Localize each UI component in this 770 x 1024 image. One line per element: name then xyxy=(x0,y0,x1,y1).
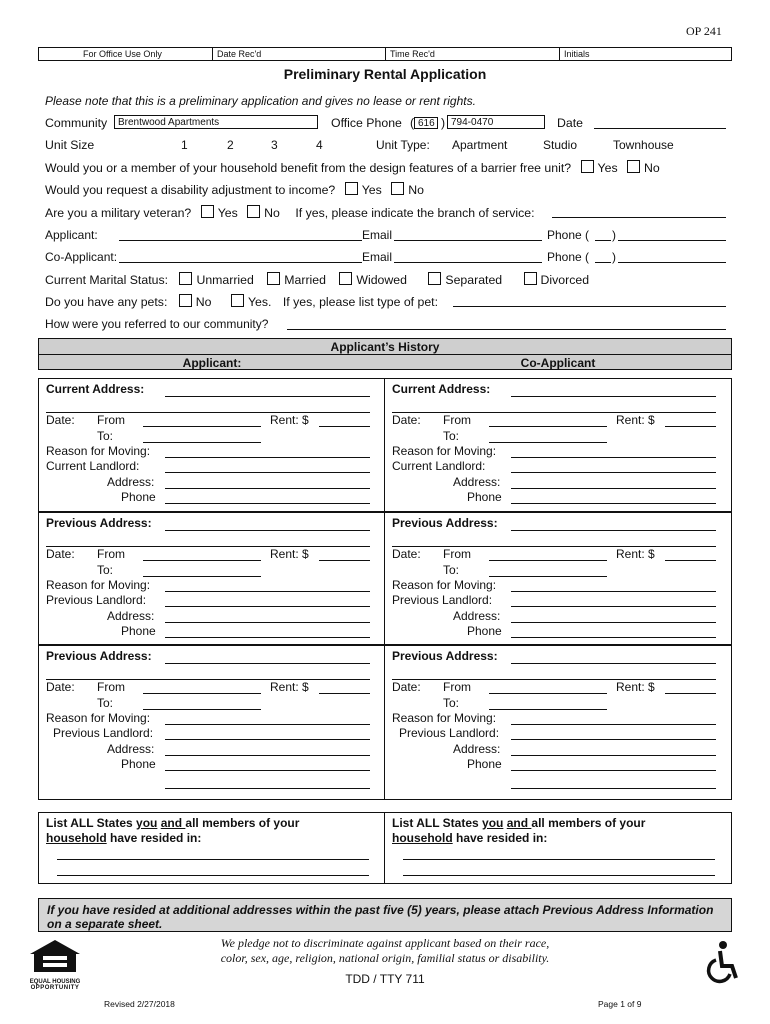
landlord-address-label: Address: xyxy=(107,475,155,489)
reason-field[interactable] xyxy=(165,457,370,458)
coapplicant-phone-area[interactable] xyxy=(595,262,611,263)
applicant-phone-area[interactable] xyxy=(595,240,611,241)
address-title: Previous Address: xyxy=(392,516,498,530)
landlord-address-field[interactable] xyxy=(165,488,370,489)
veteran-row xyxy=(45,205,535,220)
pets-type-field[interactable] xyxy=(453,306,726,307)
to-label: To: xyxy=(97,429,114,443)
community-label: Community xyxy=(45,116,108,130)
date-label: Date: xyxy=(392,547,421,561)
pets-no-label: No xyxy=(195,295,212,309)
unit-size-option-3[interactable]: 3 xyxy=(271,138,278,152)
states-rest: have resided in: xyxy=(106,831,202,845)
history-panel-applicant-2 xyxy=(38,512,385,645)
revised-date: Revised 2/27/2018 xyxy=(104,999,175,1009)
office-phone-label: Office Phone xyxy=(331,116,402,130)
to-label: To: xyxy=(97,696,114,710)
address-title: Previous Address: xyxy=(46,516,152,530)
states-field-applicant-1[interactable] xyxy=(57,859,369,860)
veteran-branch-label: If yes, please indicate the branch of service: xyxy=(295,206,535,220)
coapplicant-email-field[interactable] xyxy=(394,262,542,263)
applicant-email-label: Email xyxy=(362,228,393,242)
rent-label: Rent: $ xyxy=(270,680,309,694)
landlord-label: Current Landlord: xyxy=(392,459,486,473)
coapplicant-label: Co-Applicant: xyxy=(45,250,118,264)
rent-label: Rent: $ xyxy=(616,413,655,427)
landlord-phone-field[interactable] xyxy=(511,637,716,638)
states-box-coapplicant xyxy=(384,812,732,884)
rent-label: Rent: $ xyxy=(616,547,655,561)
landlord-phone-field[interactable] xyxy=(165,503,370,504)
landlord-phone-label: Phone xyxy=(467,757,502,771)
rent-field[interactable] xyxy=(319,560,370,561)
veteran-branch-field[interactable] xyxy=(552,217,726,218)
landlord-field[interactable] xyxy=(165,739,370,740)
barrier-free-yes-label: Yes xyxy=(597,161,618,175)
date-field[interactable] xyxy=(594,128,726,129)
reason-field[interactable] xyxy=(165,724,370,725)
from-field[interactable] xyxy=(143,693,261,694)
history-col-applicant: Applicant: xyxy=(182,356,242,370)
history-panel-coapplicant-3 xyxy=(384,645,732,800)
pets-list-label: If yes, please list type of pet: xyxy=(282,295,439,309)
pets-row xyxy=(45,294,438,309)
landlord-phone-field[interactable] xyxy=(165,637,370,638)
marital-divorced-label: Divorced xyxy=(540,273,590,287)
landlord-address-field[interactable] xyxy=(511,755,716,756)
eho-line-1: EQUAL HOUSING xyxy=(29,979,81,985)
pets-label: Do you have any pets: xyxy=(45,295,168,309)
landlord-address-field[interactable] xyxy=(511,622,716,623)
from-field[interactable] xyxy=(489,426,607,427)
address-field-2[interactable] xyxy=(46,546,370,547)
from-field[interactable] xyxy=(489,560,607,561)
date-recd-label: Date Rec'd xyxy=(212,48,377,60)
history-header xyxy=(38,338,732,370)
initials-label: Initials xyxy=(559,48,590,60)
landlord-address-label: Address: xyxy=(453,609,501,623)
office-phone-field[interactable] xyxy=(447,115,545,129)
to-field[interactable] xyxy=(489,442,607,443)
barrier-free-no-label: No xyxy=(644,161,660,175)
address-field[interactable] xyxy=(165,396,370,397)
veteran-yes-checkbox[interactable] xyxy=(201,205,214,218)
unit-size-option-2[interactable]: 2 xyxy=(227,138,234,152)
office-phone-area-code[interactable] xyxy=(414,117,438,129)
landlord-label: Current Landlord: xyxy=(46,459,140,473)
states-field-coapplicant-1[interactable] xyxy=(403,859,715,860)
extra-field[interactable] xyxy=(165,788,370,789)
landlord-phone-field[interactable] xyxy=(511,503,716,504)
unit-type-apartment[interactable]: Apartment xyxy=(452,138,508,152)
marital-separated-label: Separated xyxy=(445,273,503,287)
barrier-free-yes-checkbox[interactable] xyxy=(581,160,594,173)
rent-field[interactable] xyxy=(665,693,716,694)
unit-size-option-4[interactable]: 4 xyxy=(316,138,323,152)
coapplicant-phone-label: Phone ( xyxy=(547,250,590,264)
disability-no-label: No xyxy=(408,183,424,197)
tdd-line: TDD / TTY 711 xyxy=(345,972,425,986)
landlord-address-label: Address: xyxy=(453,742,501,756)
unit-size-label: Unit Size xyxy=(45,138,95,152)
address-field-2[interactable] xyxy=(46,679,370,680)
marital-widowed-checkbox[interactable] xyxy=(339,272,352,285)
to-label: To: xyxy=(443,429,460,443)
applicant-label: Applicant: xyxy=(45,228,98,242)
office-use-bar xyxy=(38,47,732,61)
address-field[interactable] xyxy=(511,663,716,664)
reason-label: Reason for Moving: xyxy=(46,711,151,725)
coapplicant-phone-paren: ) xyxy=(612,250,616,264)
disability-question: Would you request a disability adjustment to income? xyxy=(45,183,336,197)
reason-label: Reason for Moving: xyxy=(46,444,151,458)
states-box-applicant xyxy=(38,812,385,884)
from-field[interactable] xyxy=(143,426,261,427)
states-household: household xyxy=(392,831,453,845)
address-title: Previous Address: xyxy=(46,649,152,663)
landlord-address-label: Address: xyxy=(107,742,155,756)
office-use-label: For Office Use Only xyxy=(83,49,162,59)
landlord-label: Previous Landlord: xyxy=(53,726,154,740)
address-field-2[interactable] xyxy=(392,546,716,547)
states-you: you xyxy=(482,816,504,830)
preliminary-notice: Please note that this is a preliminary application and gives no lease or rent rights. xyxy=(45,94,476,108)
states-field-coapplicant-2[interactable] xyxy=(403,875,715,876)
barrier-free-question: Would you or a member of your household benefit from the design features of a barrier free unit? xyxy=(45,161,572,175)
address-field-2[interactable] xyxy=(392,412,716,413)
marital-widowed-label: Widowed xyxy=(356,273,407,287)
states-household: household xyxy=(46,831,107,845)
landlord-phone-label: Phone xyxy=(121,624,156,638)
history-title: Applicant’s History xyxy=(330,340,440,354)
landlord-address-label: Address: xyxy=(453,475,501,489)
landlord-phone-label: Phone xyxy=(121,490,156,504)
rent-field[interactable] xyxy=(665,426,716,427)
landlord-field[interactable] xyxy=(511,739,716,740)
applicant-email-field[interactable] xyxy=(394,240,542,241)
marital-separated-checkbox[interactable] xyxy=(428,272,441,285)
date-label: Date: xyxy=(46,413,75,427)
page-number: Page 1 of 9 xyxy=(598,999,642,1009)
veteran-no-checkbox[interactable] xyxy=(247,205,260,218)
history-col-coapplicant: Co-Applicant xyxy=(520,356,596,370)
pets-yes-checkbox[interactable] xyxy=(231,294,244,307)
reason-field[interactable] xyxy=(511,457,716,458)
landlord-address-field[interactable] xyxy=(165,755,370,756)
date-label: Date: xyxy=(392,680,421,694)
from-label: From xyxy=(443,547,471,561)
barrier-free-row xyxy=(45,160,660,175)
marital-divorced-checkbox[interactable] xyxy=(524,272,537,285)
marital-unmarried-label: Unmarried xyxy=(196,273,254,287)
unit-size-option-1[interactable]: 1 xyxy=(181,138,188,152)
rent-label: Rent: $ xyxy=(616,680,655,694)
states-text-coapplicant xyxy=(392,816,722,846)
from-label: From xyxy=(97,413,125,427)
landlord-phone-label: Phone xyxy=(121,757,156,771)
history-panel-applicant-1 xyxy=(38,378,385,512)
to-label: To: xyxy=(443,563,460,577)
from-field[interactable] xyxy=(143,560,261,561)
landlord-address-label: Address: xyxy=(107,609,155,623)
states-all: all members of your xyxy=(185,816,300,830)
address-title: Current Address: xyxy=(392,382,491,396)
to-field[interactable] xyxy=(143,442,261,443)
disability-row xyxy=(45,182,424,197)
to-field[interactable] xyxy=(489,576,607,577)
rent-field[interactable] xyxy=(319,426,370,427)
to-label: To: xyxy=(97,563,114,577)
reason-field[interactable] xyxy=(511,591,716,592)
marital-row xyxy=(45,272,589,287)
reason-field[interactable] xyxy=(165,591,370,592)
pets-no-checkbox[interactable] xyxy=(179,294,192,307)
rent-label: Rent: $ xyxy=(270,547,309,561)
reason-label: Reason for Moving: xyxy=(392,711,497,725)
marital-label: Current Marital Status: xyxy=(45,273,169,287)
landlord-label: Previous Landlord: xyxy=(46,593,147,607)
landlord-phone-label: Phone xyxy=(467,490,502,504)
address-title: Previous Address: xyxy=(392,649,498,663)
eho-line-2: OPPORTUNITY xyxy=(30,985,80,991)
referred-label: How were you referred to our community? xyxy=(45,317,269,331)
states-field-applicant-2[interactable] xyxy=(57,875,369,876)
office-phone-open-paren: ( xyxy=(410,116,415,130)
coapplicant-name-field[interactable] xyxy=(119,262,362,263)
to-field[interactable] xyxy=(143,709,261,710)
veteran-yes-label: Yes xyxy=(217,206,238,220)
unit-type-label: Unit Type: xyxy=(376,138,430,152)
from-label: From xyxy=(443,680,471,694)
address-field[interactable] xyxy=(165,530,370,531)
reason-label: Reason for Moving: xyxy=(392,578,497,592)
from-field[interactable] xyxy=(489,693,607,694)
office-phone-value: 794-0470 xyxy=(451,117,494,128)
referred-field[interactable] xyxy=(287,329,726,330)
landlord-address-field[interactable] xyxy=(165,622,370,623)
pledge-line-1: We pledge not to discriminate against applicant based on their race, xyxy=(220,936,550,950)
pledge-line-2: color, sex, age, religion, national origin, familial status or disability. xyxy=(220,951,550,965)
address-field[interactable] xyxy=(165,663,370,664)
disability-yes-checkbox[interactable] xyxy=(345,182,358,195)
extra-field[interactable] xyxy=(511,788,716,789)
page-title: Preliminary Rental Application xyxy=(283,66,487,82)
marital-married-label: Married xyxy=(284,273,326,287)
date-label: Date: xyxy=(46,680,75,694)
address-field[interactable] xyxy=(511,530,716,531)
states-all: all members of your xyxy=(531,816,646,830)
time-recd-label: Time Rec'd xyxy=(385,48,550,60)
applicant-phone-label: Phone ( xyxy=(547,228,590,242)
address-field-2[interactable] xyxy=(392,679,716,680)
veteran-question: Are you a military veteran? xyxy=(45,206,192,220)
community-field[interactable] xyxy=(114,115,318,129)
unit-type-townhouse[interactable]: Townhouse xyxy=(613,138,674,152)
states-pre: List ALL States xyxy=(392,816,483,830)
coapplicant-phone-field[interactable] xyxy=(618,262,726,263)
marital-married-checkbox[interactable] xyxy=(267,272,280,285)
landlord-field[interactable] xyxy=(511,472,716,473)
reason-field[interactable] xyxy=(511,724,716,725)
disability-no-checkbox[interactable] xyxy=(391,182,404,195)
coapplicant-email-label: Email xyxy=(362,250,393,264)
history-panel-coapplicant-2 xyxy=(384,512,732,645)
from-label: From xyxy=(97,680,125,694)
veteran-no-label: No xyxy=(264,206,280,220)
history-panel-coapplicant-1 xyxy=(384,378,732,512)
landlord-field[interactable] xyxy=(165,472,370,473)
unit-type-studio[interactable]: Studio xyxy=(543,138,578,152)
community-row xyxy=(45,116,107,130)
disability-yes-label: Yes xyxy=(361,183,382,197)
landlord-field[interactable] xyxy=(511,606,716,607)
date-label: Date xyxy=(557,116,583,130)
marital-unmarried-checkbox[interactable] xyxy=(179,272,192,285)
address-field[interactable] xyxy=(511,396,716,397)
rent-label: Rent: $ xyxy=(270,413,309,427)
office-phone-close-paren: ) xyxy=(441,116,446,130)
states-pre: List ALL States xyxy=(46,816,137,830)
to-label: To: xyxy=(443,696,460,710)
landlord-field[interactable] xyxy=(165,606,370,607)
landlord-label: Previous Landlord: xyxy=(392,593,493,607)
applicant-name-field[interactable] xyxy=(119,240,362,241)
date-label: Date: xyxy=(46,547,75,561)
states-rest: have resided in: xyxy=(452,831,548,845)
to-field[interactable] xyxy=(489,709,607,710)
date-label: Date: xyxy=(392,413,421,427)
landlord-phone-label: Phone xyxy=(467,624,502,638)
form-number: OP 241 xyxy=(686,24,722,38)
rent-field[interactable] xyxy=(665,560,716,561)
states-you: you xyxy=(136,816,158,830)
address-title: Current Address: xyxy=(46,382,145,396)
unit-size-row xyxy=(45,138,94,152)
applicant-phone-paren: ) xyxy=(612,228,616,242)
area-code-value: 616 xyxy=(418,118,435,129)
applicant-phone-field[interactable] xyxy=(618,240,726,241)
states-and: and xyxy=(160,816,186,830)
reason-label: Reason for Moving: xyxy=(392,444,497,458)
states-and: and xyxy=(506,816,532,830)
landlord-address-field[interactable] xyxy=(511,488,716,489)
to-field[interactable] xyxy=(143,576,261,577)
history-panel-applicant-3 xyxy=(38,645,385,800)
landlord-phone-field[interactable] xyxy=(165,770,370,771)
from-label: From xyxy=(443,413,471,427)
pets-yes-label: Yes. xyxy=(247,295,272,309)
landlord-label: Previous Landlord: xyxy=(399,726,500,740)
wheelchair-icon xyxy=(704,940,740,989)
landlord-phone-field[interactable] xyxy=(511,770,716,771)
address-field-2[interactable] xyxy=(46,412,370,413)
reason-label: Reason for Moving: xyxy=(46,578,151,592)
rent-field[interactable] xyxy=(319,693,370,694)
community-value: Brentwood Apartments xyxy=(118,117,220,128)
attach-notice: If you have resided at additional addresses within the past five (5) years, please attach Previous Address Information on a separate sheet. xyxy=(38,898,732,932)
from-label: From xyxy=(97,547,125,561)
states-text-applicant xyxy=(46,816,376,846)
barrier-free-no-checkbox[interactable] xyxy=(627,160,640,173)
